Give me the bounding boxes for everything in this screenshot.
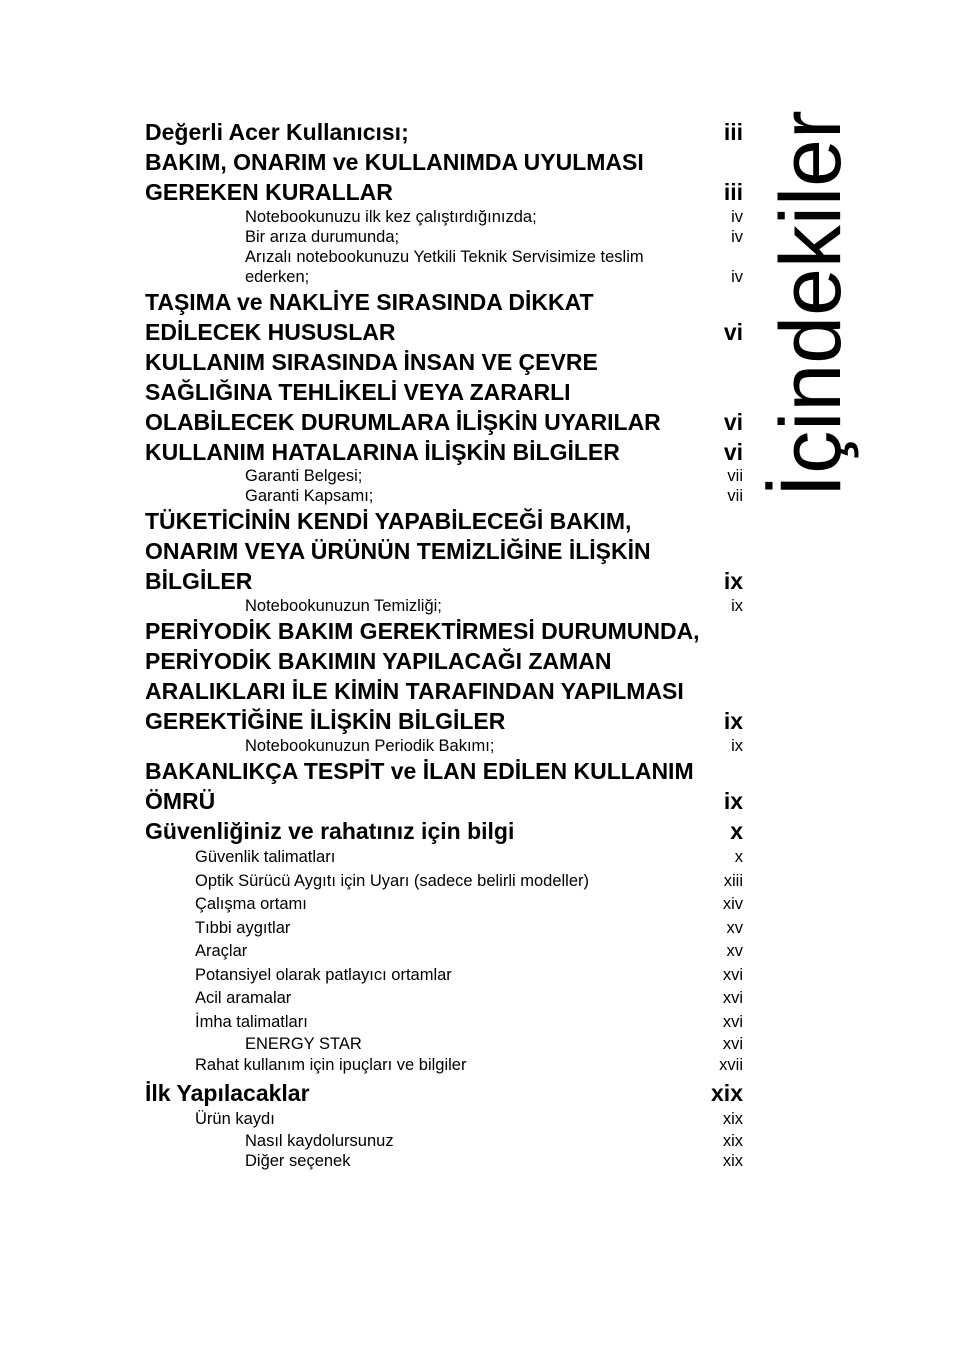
toc-entry-page: xv (726, 918, 743, 937)
toc-entry-title: Potansiyel olarak patlayıcı ortamlar (195, 965, 452, 984)
toc-subentry[interactable] (145, 467, 743, 487)
toc-entry-title: Bir arıza durumunda; (245, 228, 400, 246)
toc-entry[interactable] (145, 616, 743, 736)
toc-entry-page: xiii (723, 871, 743, 890)
toc-subentry[interactable] (145, 207, 743, 227)
toc-entry-title: Değerli Acer Kullanıcısı; (145, 119, 409, 145)
toc-entry[interactable] (145, 437, 743, 467)
toc-subentry[interactable] (145, 247, 743, 287)
toc-entry-title: Güvenlik talimatları (195, 848, 336, 866)
toc-entry-page: iv (731, 228, 743, 246)
toc-entry[interactable] (145, 117, 743, 147)
toc-entry-title: Diğer seçenek (245, 1152, 351, 1170)
toc-entry-title: Notebookunuzun Temizliği; (245, 597, 442, 615)
toc-entry[interactable] (145, 506, 743, 596)
toc-entry-page: xv (726, 942, 743, 960)
toc-entry-title: Notebookunuzun Periodik Bakımı; (245, 737, 495, 755)
toc-entry-page: x (730, 818, 743, 844)
toc-entry-title: İlk Yapılacaklar (145, 1079, 310, 1106)
toc-subentry[interactable] (145, 893, 743, 917)
toc-entry-title: BAKANLIKÇA TESPİT ve İLAN EDİLEN KULLANIM ÖMRÜ (145, 758, 694, 814)
toc-entry-title: Acil aramalar (195, 989, 292, 1007)
toc-entry-title: Nasıl kaydolursunuz (245, 1132, 394, 1150)
toc-entry[interactable] (145, 756, 743, 816)
toc-subentry[interactable] (145, 487, 743, 507)
toc-entry-page: ix (723, 788, 743, 814)
toc-entry[interactable] (145, 347, 743, 437)
toc-entry-title: Araçlar (195, 942, 248, 960)
side-title (763, 110, 859, 498)
toc-entry-title: KULLANIM HATALARINA İLİŞKİN BİLGİLER (145, 439, 620, 465)
toc-subentry[interactable] (145, 964, 743, 988)
toc-entry-page: xvi (722, 989, 743, 1007)
toc-entry-page: xix (722, 1109, 743, 1128)
toc-subentry[interactable] (145, 940, 743, 964)
toc-entry-title: Notebookunuzu ilk kez çalıştırdığınızda; (245, 208, 537, 226)
toc-entry-title: TAŞIMA ve NAKLİYE SIRASINDA DİKKAT EDİLECEK HUSUSLAR (145, 289, 594, 345)
toc-subentry[interactable] (145, 846, 743, 870)
toc-entry-title: TÜKETİCİNİN KENDİ YAPABİLECEĞİ BAKIM, ONARIM VEYA ÜRÜNÜN TEMİZLİĞİNE İLİŞKİN BİLGİLER (145, 508, 651, 594)
toc-entry-page: ix (723, 708, 743, 734)
toc-entry-page: ix (731, 737, 743, 755)
toc-entry-title: Çalışma ortamı (195, 895, 307, 913)
toc-entry-title: Güvenliğiniz ve rahatınız için bilgi (145, 818, 515, 844)
toc-entry-page: vii (727, 467, 743, 485)
toc-subentry[interactable] (145, 987, 743, 1011)
toc-entry-page: xix (722, 1132, 743, 1150)
toc-entry-page: vi (723, 319, 743, 345)
toc-subentry[interactable] (145, 1011, 743, 1035)
toc-entry-page: vii (727, 486, 743, 505)
toc-entry-page: vi (723, 439, 743, 465)
toc-entry-page: iii (723, 179, 743, 205)
toc-entry-page: xvi (722, 965, 743, 984)
toc-entry-page: xiv (722, 895, 743, 913)
toc-entry-page: x (734, 848, 743, 866)
toc-subentry[interactable] (145, 1034, 743, 1054)
toc-subentry[interactable] (145, 1151, 743, 1171)
toc-entry-title: Garanti Belgesi; (245, 467, 363, 485)
toc-entry-page: xvi (722, 1012, 743, 1031)
toc-entry-page: iv (731, 268, 743, 286)
toc-entry[interactable] (145, 287, 743, 347)
toc-entry-title: Rahat kullanım için ipuçları ve bilgiler (195, 1056, 467, 1074)
toc-entry-title: Arızalı notebookunuzu Yetkili Teknik Servisimize teslim ederken; (245, 248, 644, 286)
toc-subentry[interactable] (145, 1054, 743, 1078)
toc-entry-page: iii (723, 119, 743, 145)
toc-subentry[interactable] (145, 596, 743, 616)
toc-entry-page: xix (722, 1152, 743, 1170)
toc-subentry[interactable] (145, 1131, 743, 1151)
toc-subentry[interactable] (145, 870, 743, 894)
toc-entry-title: ENERGY STAR (245, 1035, 362, 1053)
table-of-contents (145, 117, 743, 1171)
toc-entry-title: Garanti Kapsamı; (245, 486, 374, 505)
toc-entry-page: xix (711, 1079, 743, 1106)
toc-entry-title: KULLANIM SIRASINDA İNSAN VE ÇEVRE SAĞLIĞINA TEHLİKELİ VEYA ZARARLI OLABİLECEK DURUMLARA İLİŞKİN UYARILAR (145, 349, 661, 435)
toc-entry-title: BAKIM, ONARIM ve KULLANIMDA UYULMASI GEREKEN KURALLAR (145, 149, 644, 205)
toc-entry-page: vi (723, 409, 743, 435)
side-title-text: İçindekiler (763, 110, 859, 498)
toc-entry[interactable] (145, 816, 743, 846)
toc-subentry[interactable] (145, 917, 743, 941)
toc-entry[interactable] (145, 147, 743, 207)
toc-subentry[interactable] (145, 1108, 743, 1132)
toc-entry-title: Optik Sürücü Aygıtı için Uyarı (sadece belirli modeller) (195, 871, 590, 890)
toc-subentry[interactable] (145, 736, 743, 756)
toc-entry[interactable] (145, 1078, 743, 1108)
toc-entry-page: xvii (719, 1056, 743, 1074)
toc-entry-title: Ürün kaydı (195, 1109, 275, 1128)
toc-entry-page: ix (723, 568, 743, 594)
toc-subentry[interactable] (145, 227, 743, 247)
toc-entry-page: ix (731, 597, 743, 615)
toc-entry-page: xvi (722, 1035, 743, 1053)
toc-entry-title: PERİYODİK BAKIM GEREKTİRMESİ DURUMUNDA, PERİYODİK BAKIMIN YAPILACAĞI ZAMAN ARALIKLARI İLE KİMİN TARAFINDAN YAPILMASI GEREKTİĞİNE İLİŞKİN BİLGİLER (145, 618, 700, 734)
toc-entry-title: İmha talimatları (195, 1012, 308, 1031)
toc-entry-page: iv (731, 208, 743, 226)
toc-entry-title: Tıbbi aygıtlar (195, 918, 291, 937)
